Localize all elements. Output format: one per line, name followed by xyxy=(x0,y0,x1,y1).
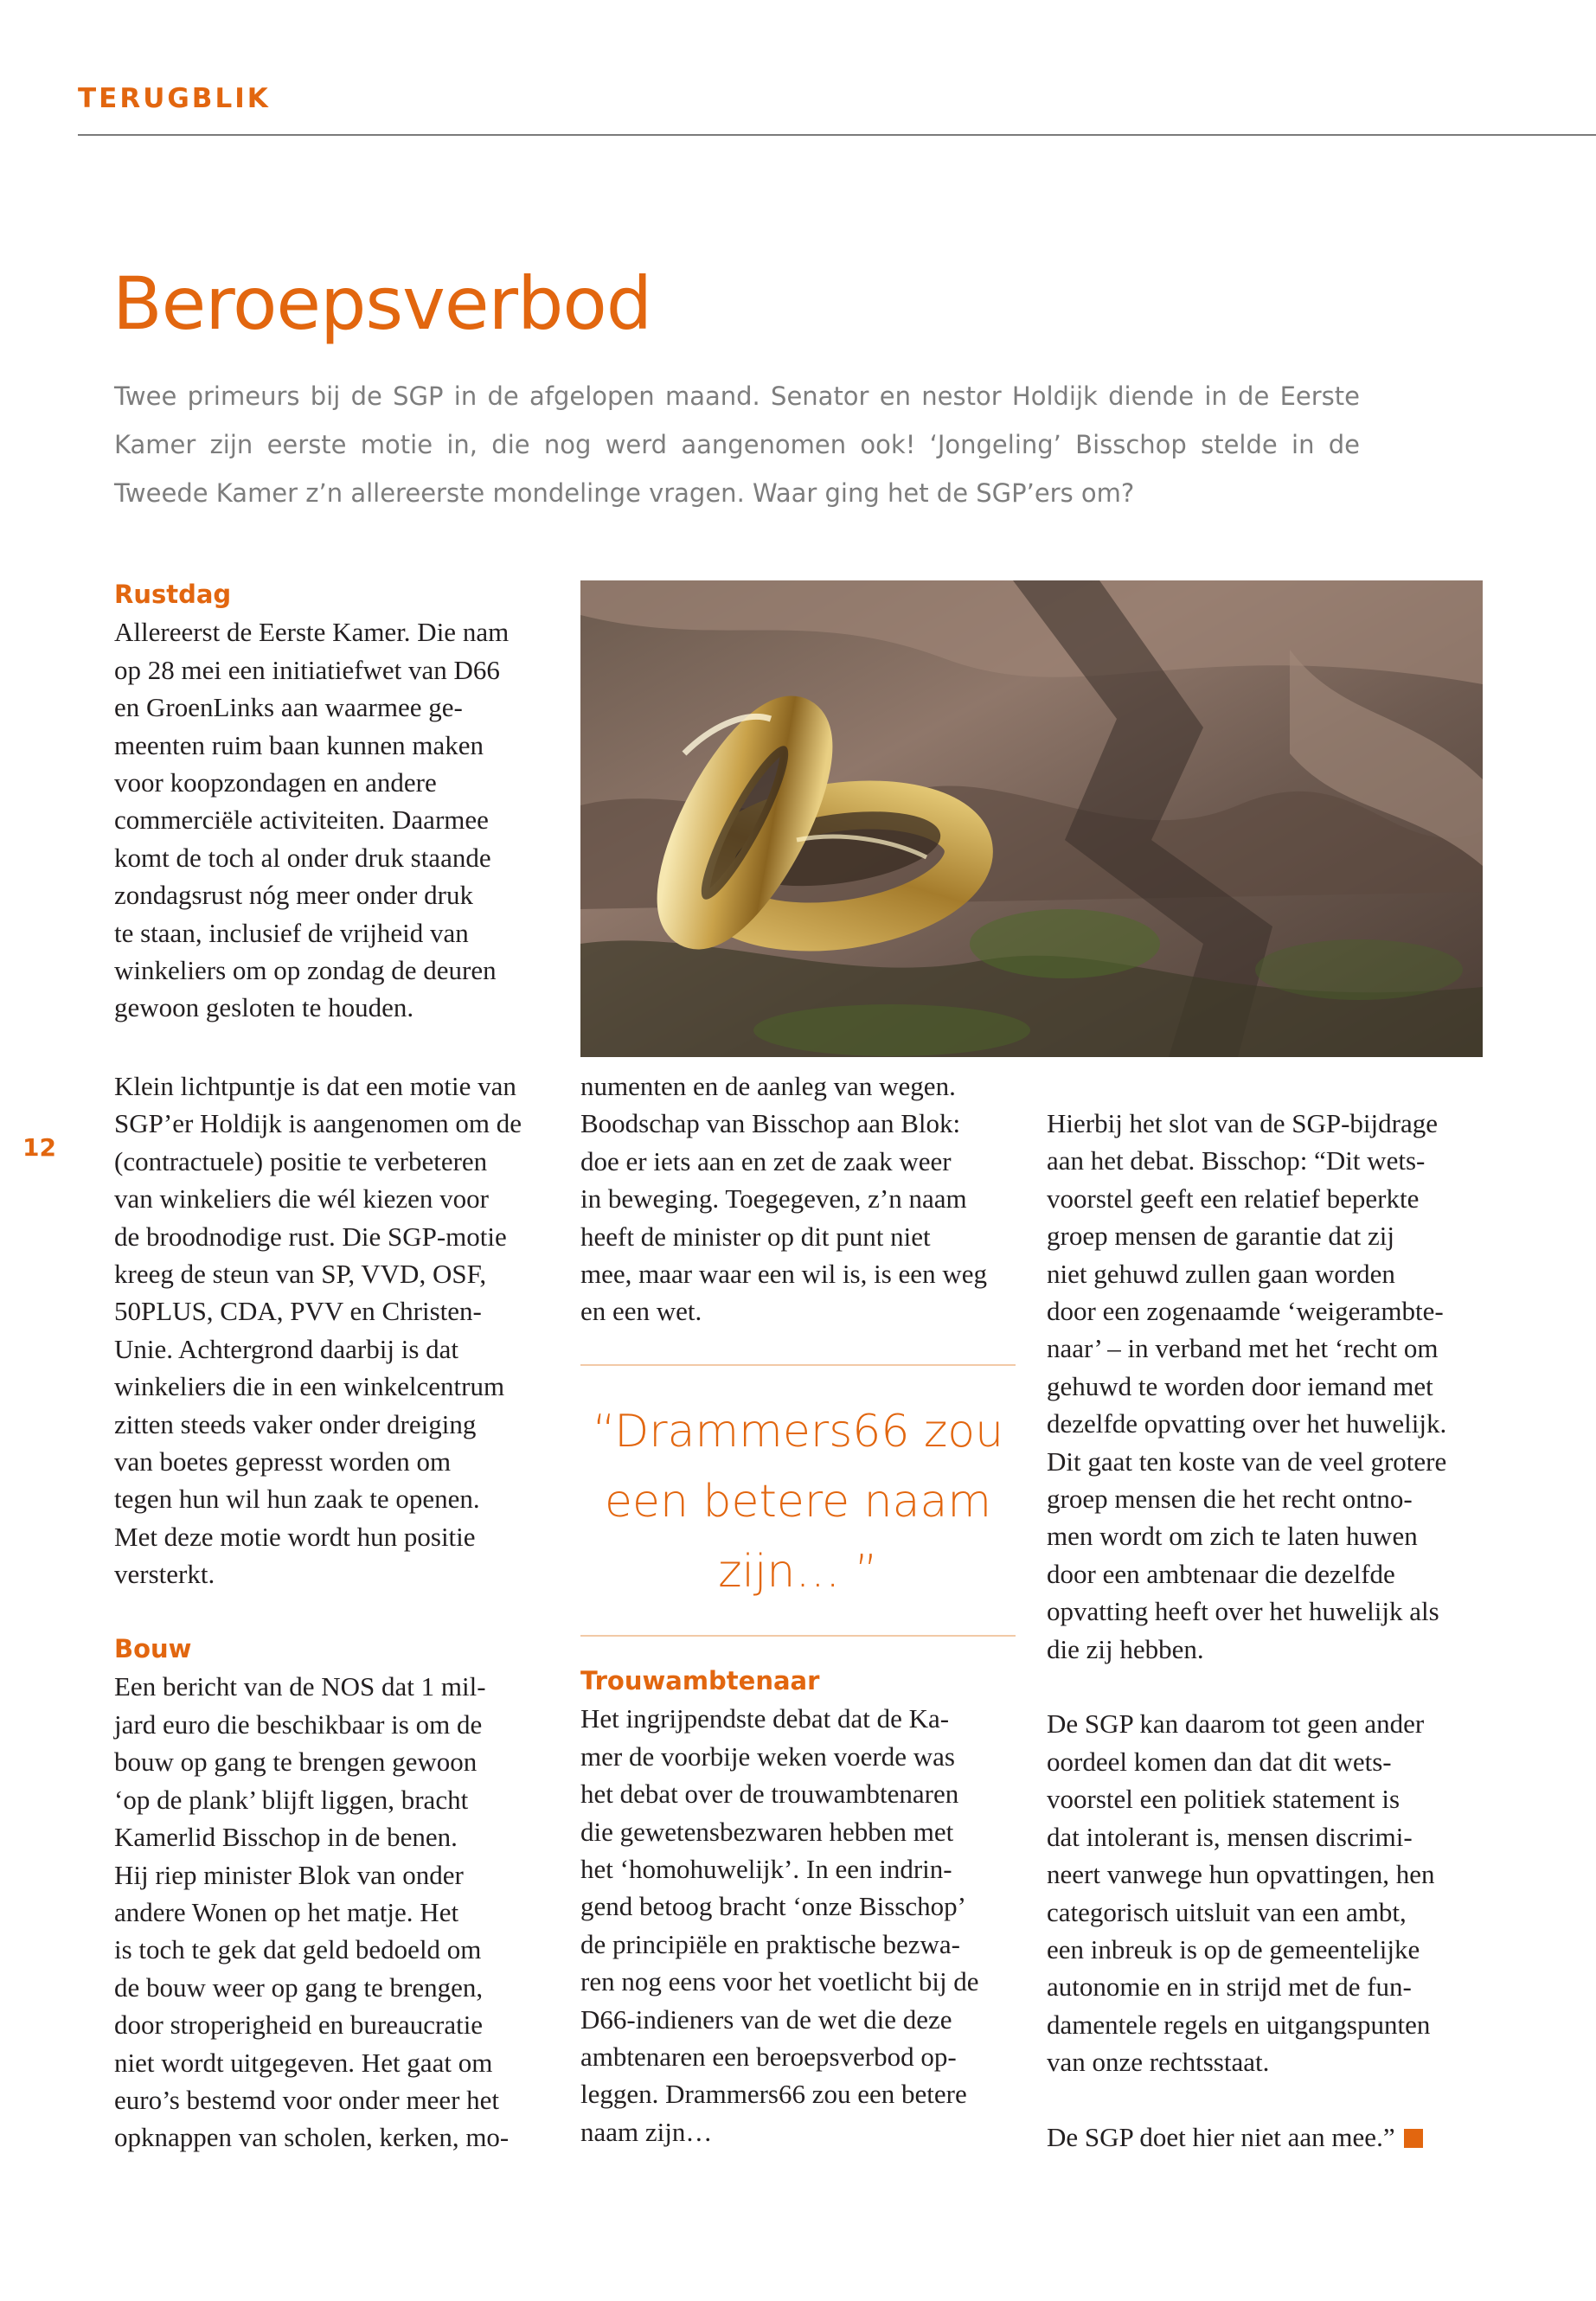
pullquote-bottom-rule xyxy=(580,1635,1016,1637)
closing-line xyxy=(1047,2118,1446,2156)
text-line: in beweging. Toegegeven, z’n naam xyxy=(580,1183,967,1215)
text-line: komt de toch al onder druk staande xyxy=(114,842,491,873)
text-line: damentele regels en uitgangspunten xyxy=(1047,2009,1431,2040)
text-line: naar’ – in verband met het ‘recht om xyxy=(1047,1333,1439,1364)
text-line: SGP’er Holdijk is aangenomen om de xyxy=(114,1108,522,1139)
text-line: voor koopzondagen en andere xyxy=(114,767,437,798)
end-square-icon xyxy=(1404,2129,1423,2148)
header-rule xyxy=(78,134,1596,136)
article-lead: Twee primeurs bij de SGP in de afgelopen maand. Senator en nestor Holdijk diende in de Eerste Kamer zijn eerste motie in, die nog werd aangenomen ook! ‘Jongeling’ Bisschop stelde in de Tweede Kamer z’n allereerste mondelinge vragen. Waar ging het de SGP’ers om? xyxy=(114,381,1360,508)
text-line: Het ingrijpendste debat dat de Ka- xyxy=(580,1703,950,1734)
text-line: op 28 mei een initiatiefwet van D66 xyxy=(114,654,500,685)
text-line: niet gehuwd zullen gaan worden xyxy=(1047,1258,1395,1289)
text-line: neert vanwege hun opvattingen, hen xyxy=(1047,1859,1435,1890)
text-line: meenten ruim baan kunnen maken xyxy=(114,729,484,760)
text-line: heeft de minister op dit punt niet xyxy=(580,1221,931,1252)
text-line: euro’s bestemd voor onder meer het xyxy=(114,2084,500,2115)
text-line: De SGP kan daarom tot geen ander xyxy=(1047,1708,1425,1740)
text-line: 50PLUS, CDA, PVV en Christen- xyxy=(114,1296,482,1327)
text-line: de broodnodige rust. Die SGP-motie xyxy=(114,1221,507,1252)
column-2-continued xyxy=(580,1067,987,1330)
slot-paragraph xyxy=(1047,1105,1446,1668)
text-line: bouw op gang te brengen gewoon xyxy=(114,1747,478,1778)
text-line: het ‘homohuwelijk’. In een indrin- xyxy=(580,1854,952,1885)
text-line: ren nog eens voor het voetlicht bij de xyxy=(580,1966,979,1997)
text-line: en een wet. xyxy=(580,1296,702,1327)
text-line: ambtenaren een beroepsverbod op- xyxy=(580,2041,957,2073)
text-line: opknappen van scholen, kerken, mo- xyxy=(114,2122,510,2153)
text-line: van onze rechtsstaat. xyxy=(1047,2047,1270,2078)
bouw-paragraph xyxy=(114,1668,522,2156)
text-line: door een zogenaamde ‘weigerambte- xyxy=(1047,1296,1444,1327)
text-line: gend betoog bracht ‘onze Bisschop’ xyxy=(580,1891,966,1922)
text-line: commerciële activiteiten. Daarmee xyxy=(114,804,489,836)
text-line: Hij riep minister Blok van onder xyxy=(114,1859,464,1890)
text-line: mer de voorbije weken voerde was xyxy=(580,1740,955,1772)
pullquote-line: een betere naam xyxy=(605,1476,991,1528)
motie-paragraph xyxy=(114,1067,522,1593)
pullquote-top-rule xyxy=(580,1364,1016,1366)
text-line: winkeliers die in een winkelcentrum xyxy=(114,1371,505,1402)
closing-text: De SGP doet hier niet aan mee.” xyxy=(1047,2121,1395,2152)
wedding-rings-photo xyxy=(580,580,1483,1057)
text-line: van winkeliers die wél kiezen voor xyxy=(114,1183,489,1215)
text-line: (contractuele) positie te verbeteren xyxy=(114,1145,488,1176)
text-line: versterkt. xyxy=(114,1559,215,1590)
page-number: 12 xyxy=(22,1133,56,1162)
subheading-rustdag: Rustdag xyxy=(114,580,232,609)
text-line: aan het debat. Bisschop: “Dit wets- xyxy=(1047,1145,1426,1176)
text-line: Allereerst de Eerste Kamer. Die nam xyxy=(114,617,510,648)
text-line: andere Wonen op het matje. Het xyxy=(114,1896,459,1927)
bouw-continued-paragraph xyxy=(580,1067,987,1330)
column-3 xyxy=(1047,1105,1446,2156)
text-line: Dit gaat ten koste van de veel grotere xyxy=(1047,1445,1447,1477)
text-line: een inbreuk is op de gemeentelijke xyxy=(1047,1933,1420,1965)
text-line: en GroenLinks aan waarmee ge- xyxy=(114,692,463,723)
section-label: TERUGBLIK xyxy=(78,83,271,114)
text-line: dat intolerant is, mensen discrimi- xyxy=(1047,1821,1413,1852)
article-title: Beroepsverbod xyxy=(112,261,652,346)
text-line: Kamerlid Bisschop in de benen. xyxy=(114,1822,458,1853)
text-line: jard euro die beschikbaar is om de xyxy=(114,1708,483,1740)
text-line: groep mensen die het recht ontno- xyxy=(1047,1484,1413,1515)
text-line: die gewetensbezwaren hebben met xyxy=(580,1816,954,1847)
text-line: dezelfde opvatting over het huwelijk. xyxy=(1047,1408,1447,1439)
subheading-trouwambtenaar: Trouwambtenaar xyxy=(580,1666,820,1695)
text-line: de bouw weer op gang te brengen, xyxy=(114,1971,484,2003)
text-line: van boetes gepresst worden om xyxy=(114,1446,452,1477)
text-line: oordeel komen dan dat dit wets- xyxy=(1047,1746,1392,1777)
rustdag-paragraph xyxy=(114,613,509,1026)
text-line: doe er iets aan en zet de zaak weer xyxy=(580,1145,952,1176)
oordeel-paragraph xyxy=(1047,1705,1446,2080)
text-line: niet wordt uitgegeven. Het gaat om xyxy=(114,2047,493,2078)
text-line: mee, maar waar een wil is, is een weg xyxy=(580,1259,987,1290)
text-line: die zij hebben. xyxy=(1047,1633,1204,1664)
text-line: numenten en de aanleg van wegen. xyxy=(580,1071,956,1101)
pullquote-line: “Drammers66 zou xyxy=(592,1406,1004,1458)
text-line: Een bericht van de NOS dat 1 mil- xyxy=(114,1671,486,1702)
text-line: de principiële en praktische bezwa- xyxy=(580,1928,960,1959)
text-line: Hierbij het slot van de SGP-bijdrage xyxy=(1047,1108,1438,1138)
text-line: voorstel geeft een relatief beperkte xyxy=(1047,1183,1420,1214)
text-line: Unie. Achtergrond daarbij is dat xyxy=(114,1333,459,1364)
text-line: te staan, inclusief de vrijheid van xyxy=(114,917,469,948)
column-1-rustdag xyxy=(114,576,509,1027)
text-line: voorstel een politiek statement is xyxy=(1047,1784,1401,1815)
text-line: Boodschap van Bisschop aan Blok: xyxy=(580,1108,961,1139)
text-line: ‘op de plank’ blijft liggen, bracht xyxy=(114,1784,469,1815)
subheading-bouw: Bouw xyxy=(114,1634,192,1664)
text-line: kreeg de steun van SP, VVD, OSF, xyxy=(114,1259,487,1290)
text-line: categorisch uitsluit van een ambt, xyxy=(1047,1896,1407,1927)
pullquote-line: zijn… ” xyxy=(718,1546,878,1598)
text-line: naam zijn… xyxy=(580,2116,713,2147)
column-1-continued xyxy=(114,1067,522,2157)
text-line: opvatting heeft over het huwelijk als xyxy=(1047,1596,1439,1627)
text-line: zitten steeds vaker onder dreiging xyxy=(114,1408,477,1439)
text-line: tegen hun wil hun zaak te openen. xyxy=(114,1484,480,1515)
text-line: Klein lichtpuntje is dat een motie van xyxy=(114,1071,516,1101)
text-line: door stroperigheid en bureaucratie xyxy=(114,2009,484,2041)
text-line: autonomie en in strijd met de fun- xyxy=(1047,1971,1412,2003)
text-line: gehuwd te worden door iemand met xyxy=(1047,1370,1433,1401)
column-2-trouwambtenaar xyxy=(580,1663,979,2150)
text-line: men wordt om zich te laten huwen xyxy=(1047,1521,1418,1552)
pullquote xyxy=(580,1397,1016,1607)
text-line: D66-indieners van de wet die deze xyxy=(580,2003,952,2035)
text-line: het debat over de trouwambtenaren xyxy=(580,1779,959,1810)
text-line: leggen. Drammers66 zou een betere xyxy=(580,2079,967,2110)
text-line: Met deze motie wordt hun positie xyxy=(114,1521,476,1552)
trouwambtenaar-paragraph xyxy=(580,1700,979,2150)
text-line: is toch te gek dat geld bedoeld om xyxy=(114,1934,482,1965)
text-line: zondagsrust nóg meer onder druk xyxy=(114,880,473,911)
text-line: winkeliers om op zondag de deuren xyxy=(114,955,497,986)
text-line: door een ambtenaar die dezelfde xyxy=(1047,1558,1395,1589)
text-line: gewoon gesloten te houden. xyxy=(114,992,414,1023)
text-line: groep mensen de garantie dat zij xyxy=(1047,1221,1394,1252)
